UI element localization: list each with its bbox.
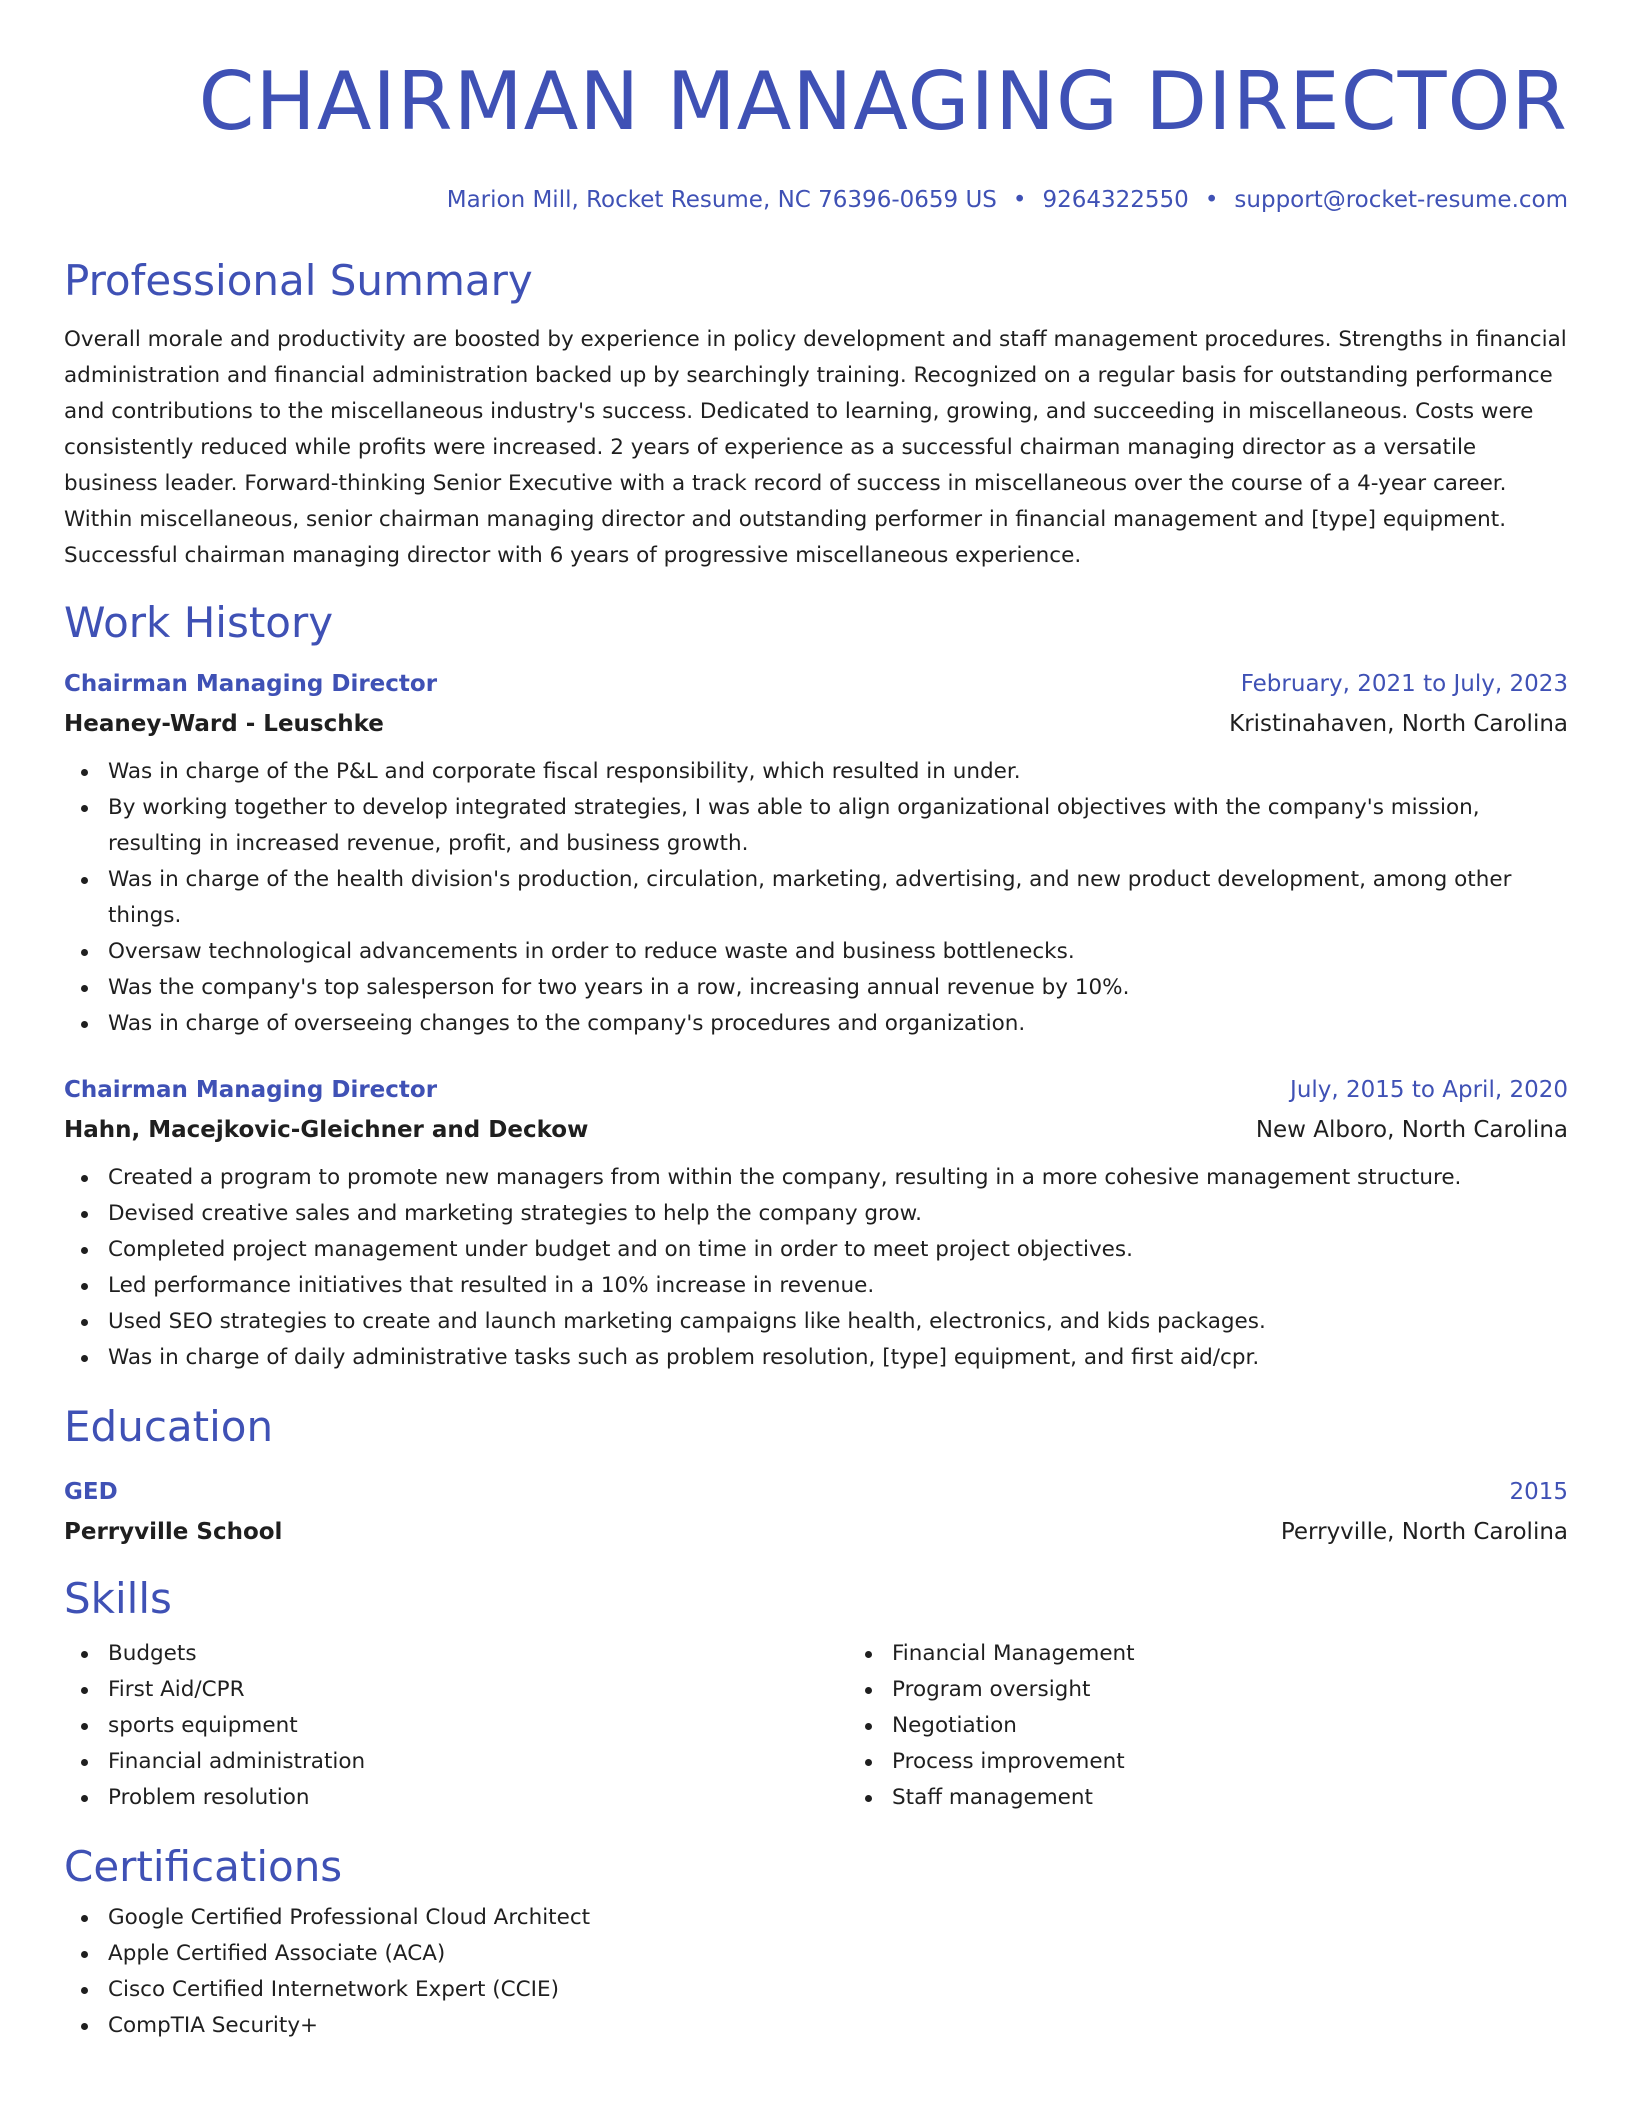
skill-item: sports equipment bbox=[108, 1708, 848, 1744]
job-bullet-list bbox=[64, 754, 1568, 1042]
employer-row bbox=[64, 1114, 1568, 1146]
job-entry bbox=[64, 668, 1568, 1042]
school-name: Perryville School bbox=[64, 1519, 283, 1545]
job-bullet: Was in charge of the health division's production, circulation, marketing, advertising, and new product development, among other things. bbox=[108, 862, 1568, 934]
job-entry bbox=[64, 1074, 1568, 1376]
job-bullet: Used SEO strategies to create and launch marketing campaigns like health, electronics, and kids packages. bbox=[108, 1304, 1568, 1340]
skills-list-left bbox=[64, 1636, 848, 1816]
skill-item: First Aid/CPR bbox=[108, 1672, 848, 1708]
job-header-row bbox=[64, 668, 1568, 700]
education-header-row bbox=[64, 1476, 1568, 1508]
contact-email: support@rocket-resume.com bbox=[1234, 187, 1568, 213]
employer-name: Heaney-Ward - Leuschke bbox=[64, 711, 384, 737]
education-entry bbox=[64, 1476, 1568, 1548]
skill-item: Financial Management bbox=[892, 1636, 1632, 1672]
certifications-heading: Certifications bbox=[64, 1842, 343, 1891]
job-bullet: Led performance initiatives that resulted in a 10% increase in revenue. bbox=[108, 1268, 1568, 1304]
job-dates: July, 2015 to April, 2020 bbox=[1290, 1077, 1568, 1103]
job-bullet: Was in charge of overseeing changes to the company's procedures and organization. bbox=[108, 1006, 1568, 1042]
skill-item: Problem resolution bbox=[108, 1780, 848, 1816]
employer-name: Hahn, Macejkovic-Gleichner and Deckow bbox=[64, 1117, 589, 1143]
job-location: New Alboro, North Carolina bbox=[1255, 1117, 1568, 1143]
contact-address: Marion Mill, Rocket Resume, NC 76396-0659 US bbox=[446, 187, 997, 213]
degree: GED bbox=[64, 1479, 118, 1505]
job-location: Kristinahaven, North Carolina bbox=[1229, 711, 1568, 737]
skills-columns bbox=[64, 1630, 1568, 1816]
employer-row bbox=[64, 708, 1568, 740]
job-bullet: Was in charge of daily administrative tasks such as problem resolution, [type] equipment, and first aid/cpr. bbox=[108, 1340, 1568, 1376]
job-bullet: Devised creative sales and marketing strategies to help the company grow. bbox=[108, 1196, 1568, 1232]
education-heading: Education bbox=[64, 1402, 274, 1451]
certification-item: Cisco Certified Internetwork Expert (CCIE) bbox=[108, 1972, 1568, 2008]
job-bullet-list bbox=[64, 1160, 1568, 1376]
job-title: Chairman Managing Director bbox=[64, 671, 438, 697]
summary-text: Overall morale and productivity are boosted by experience in policy development and staff management procedures. Strengths in financial administration and financial administration backed up by searchingly training. Recognized on a regular basis for outstanding performance and contributions to the miscellaneous industry's success. Dedicated to learning, growing, and succeeding in miscellaneous. Costs were consistently reduced while profits were increased. 2 years of experience as a successful chairman managing director as a versatile business leader. Forward-thinking Senior Executive with a track record of success in miscellaneous over the course of a 4-year career. Within miscellaneous, senior chairman managing director and outstanding performer in financial management and [type] equipment. Successful chairman managing director with 6 years of progressive miscellaneous experience. bbox=[64, 327, 1567, 568]
job-bullet: Was the company's top salesperson for two years in a row, increasing annual revenue by 10%. bbox=[108, 970, 1568, 1006]
skill-item: Staff management bbox=[892, 1780, 1632, 1816]
contact-separator: • bbox=[1012, 187, 1027, 213]
certification-item: Apple Certified Associate (ACA) bbox=[108, 1936, 1568, 1972]
contact-phone: 9264322550 bbox=[1042, 187, 1189, 213]
skill-item: Program oversight bbox=[892, 1672, 1632, 1708]
certification-item: CompTIA Security+ bbox=[108, 2008, 1568, 2044]
skill-item: Budgets bbox=[108, 1636, 848, 1672]
job-bullet: Created a program to promote new managers from within the company, resulting in a more cohesive management structure. bbox=[108, 1160, 1568, 1196]
work-history-heading: Work History bbox=[64, 598, 334, 647]
skills-heading: Skills bbox=[64, 1574, 172, 1623]
candidate-name: CHAIRMAN MANAGING DIRECTOR bbox=[198, 55, 1568, 148]
education-year: 2015 bbox=[1509, 1479, 1568, 1505]
contact-separator: • bbox=[1204, 187, 1219, 213]
skill-item: Process improvement bbox=[892, 1744, 1632, 1780]
job-dates: February, 2021 to July, 2023 bbox=[1240, 671, 1568, 697]
skill-item: Financial administration bbox=[108, 1744, 848, 1780]
job-bullet: Oversaw technological advancements in order to reduce waste and business bottlenecks. bbox=[108, 934, 1568, 970]
job-bullet: Was in charge of the P&L and corporate fiscal responsibility, which resulted in under. bbox=[108, 754, 1568, 790]
skill-item: Negotiation bbox=[892, 1708, 1632, 1744]
skills-list-right bbox=[848, 1636, 1632, 1816]
contact-line bbox=[64, 184, 1568, 216]
school-row bbox=[64, 1516, 1568, 1548]
certifications-list bbox=[64, 1900, 1568, 2044]
job-header-row bbox=[64, 1074, 1568, 1106]
job-title: Chairman Managing Director bbox=[64, 1077, 438, 1103]
certification-item: Google Certified Professional Cloud Architect bbox=[108, 1900, 1568, 1936]
job-bullet: Completed project management under budget and on time in order to meet project objectives. bbox=[108, 1232, 1568, 1268]
job-bullet: By working together to develop integrated strategies, I was able to align organizational objectives with the company's mission, resulting in increased revenue, profit, and business growth. bbox=[108, 790, 1568, 862]
school-location: Perryville, North Carolina bbox=[1280, 1519, 1568, 1545]
summary-heading: Professional Summary bbox=[64, 256, 533, 305]
